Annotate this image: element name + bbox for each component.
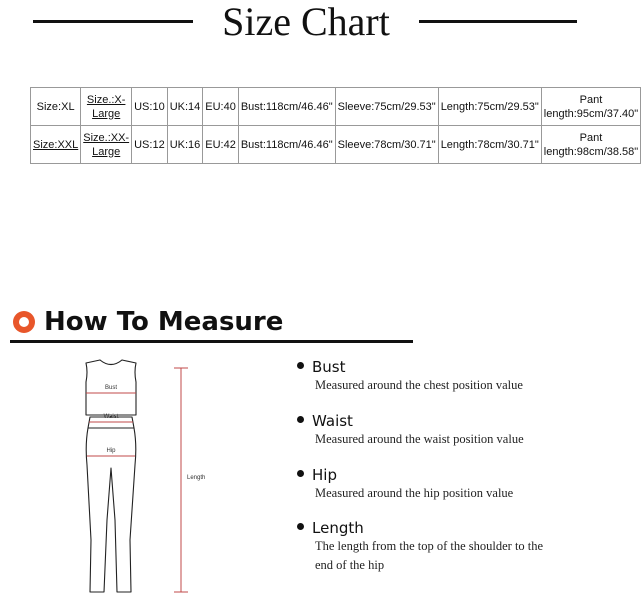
size-alt-cell xyxy=(81,88,132,126)
hip-figure-label: Hip xyxy=(106,448,116,454)
size-label: Size:XXL xyxy=(33,138,79,151)
size-table xyxy=(30,87,641,164)
sleeve-cell: Sleeve:78cm/30.71" xyxy=(335,126,438,164)
length-item xyxy=(297,519,555,575)
bust-cell: Bust:118cm/46.46" xyxy=(238,126,335,164)
item-title: Length xyxy=(312,519,364,537)
item-description: The length from the top of the shoulder to the end of the hip xyxy=(315,539,544,572)
title-rule-left xyxy=(33,20,193,23)
length-figure-label: Length xyxy=(187,475,206,481)
bullet-icon xyxy=(297,523,304,530)
bullet-icon xyxy=(297,416,304,423)
waist-item xyxy=(297,412,524,449)
neckline-outline xyxy=(100,360,122,365)
pant-length-cell: Pant length:98cm/38.58" xyxy=(541,126,640,164)
section-rule xyxy=(10,340,413,343)
item-description: Measured around the chest position value xyxy=(315,378,523,392)
title-rule-right xyxy=(419,20,577,23)
item-description: Measured around the hip position value xyxy=(315,486,514,500)
sleeve-cell: Sleeve:75cm/29.53" xyxy=(335,88,438,126)
eu-size-cell: EU:42 xyxy=(203,126,239,164)
size-cell xyxy=(31,88,81,126)
bust-cell: Bust:118cm/46.46" xyxy=(238,88,335,126)
how-to-measure-title: How To Measure xyxy=(44,307,284,337)
item-title: Bust xyxy=(312,358,346,376)
size-alt-label: Size.:X-Large xyxy=(86,93,126,120)
size-alt-label: Size.:XX-Large xyxy=(83,131,130,158)
uk-size-cell: UK:16 xyxy=(167,126,203,164)
pant-length-cell: Pant length:95cm/37.40" xyxy=(541,88,640,126)
uk-size-cell: UK:14 xyxy=(167,88,203,126)
size-chart-title: Size Chart xyxy=(222,0,390,44)
item-title: Waist xyxy=(312,412,353,430)
jumpsuit-figure xyxy=(60,350,220,600)
length-cell: Length:78cm/30.71" xyxy=(438,126,541,164)
bullet-icon xyxy=(297,362,304,369)
table-row xyxy=(31,126,641,164)
size-label: Size:XL xyxy=(36,100,75,113)
item-title: Hip xyxy=(312,466,337,484)
us-size-cell: US:10 xyxy=(132,88,168,126)
bust-figure-label: Bust xyxy=(104,385,118,391)
bust-item xyxy=(297,358,523,395)
waist-figure-label: Waist xyxy=(103,414,119,420)
eu-size-cell: EU:40 xyxy=(203,88,239,126)
item-description: Measured around the waist position value xyxy=(315,432,524,446)
bullet-icon xyxy=(297,470,304,477)
size-cell xyxy=(31,126,81,164)
hip-item xyxy=(297,466,513,503)
length-cell: Length:75cm/29.53" xyxy=(438,88,541,126)
table-row xyxy=(31,88,641,126)
orange-circle-icon xyxy=(13,311,35,333)
us-size-cell: US:12 xyxy=(132,126,168,164)
size-alt-cell xyxy=(81,126,132,164)
